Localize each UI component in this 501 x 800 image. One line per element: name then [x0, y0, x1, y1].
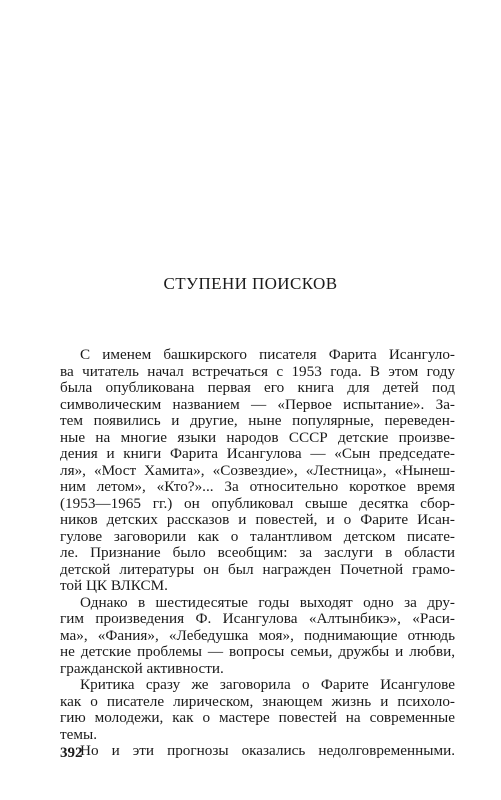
text-line: С именем башкирского писателя Фарита Исангуло-: [80, 346, 455, 363]
text-line: той ЦК ВЛКСМ.: [60, 577, 168, 594]
paragraph: [60, 677, 455, 743]
text-line: детской литературы он был награжден Почетной грамо-: [60, 560, 455, 578]
text-line: ма», «Фания», «Лебедушка моя», поднимающие отнюдь: [60, 626, 455, 644]
chapter-heading: СТУПЕНИ ПОИСКОВ: [163, 274, 338, 293]
text-line: Однако в шестидесятые годы выходят одно за дру-: [80, 593, 455, 611]
text-line: Но и эти прогнозы оказались недолговременными.: [80, 742, 455, 759]
text-line: гражданской активности.: [60, 659, 224, 677]
text-line: гию молодежи, как о мастере повестей на современные: [60, 709, 455, 726]
text-line: Критика сразу же заговорила о Фарите Исангулове: [80, 676, 455, 693]
text-line: не детские проблемы — вопросы семьи, дружбы и любви,: [60, 643, 455, 660]
text-line: ним летом», «Кто?»... За относительно короткое время: [60, 478, 455, 495]
body-text: [60, 347, 455, 760]
text-line: ля», «Мост Хамита», «Созвездие», «Лестница», «Нынеш-: [60, 461, 455, 479]
text-line: ников детских рассказов и повестей, и о Фарите Исан-: [60, 511, 455, 528]
text-line: как о писателе лирическом, знающем жизнь и психоло-: [60, 692, 455, 710]
paragraph: [60, 595, 455, 678]
text-line: тем появились и другие, ныне популярные, переведен-: [60, 412, 455, 429]
text-line: ва читатель начал встречаться с 1953 года. В этом году: [60, 362, 455, 380]
page-number: 392: [60, 745, 83, 761]
text-line: темы.: [60, 725, 97, 743]
text-line: гим произведения Ф. Исангулова «Алтынбикэ», «Раси-: [60, 610, 455, 627]
text-line: символическим названием — «Первое испытание». За-: [60, 395, 455, 413]
text-line: (1953—1965 гг.) он опубликовал свыше десятка сбор-: [60, 494, 455, 512]
text-line: ные на многие языки народов СССР детские произве-: [60, 428, 455, 446]
text-line: дения и книги Фарита Исангулова — «Сын председате-: [60, 445, 455, 462]
paragraph: [60, 743, 455, 760]
text-line: была опубликована первая его книга для детей под: [60, 379, 455, 396]
text-line: гулове заговорили как о талантливом детском писате-: [60, 527, 455, 545]
paragraph: [60, 347, 455, 595]
text-line: ле. Признание было всеобщим: за заслуги в области: [60, 544, 455, 561]
